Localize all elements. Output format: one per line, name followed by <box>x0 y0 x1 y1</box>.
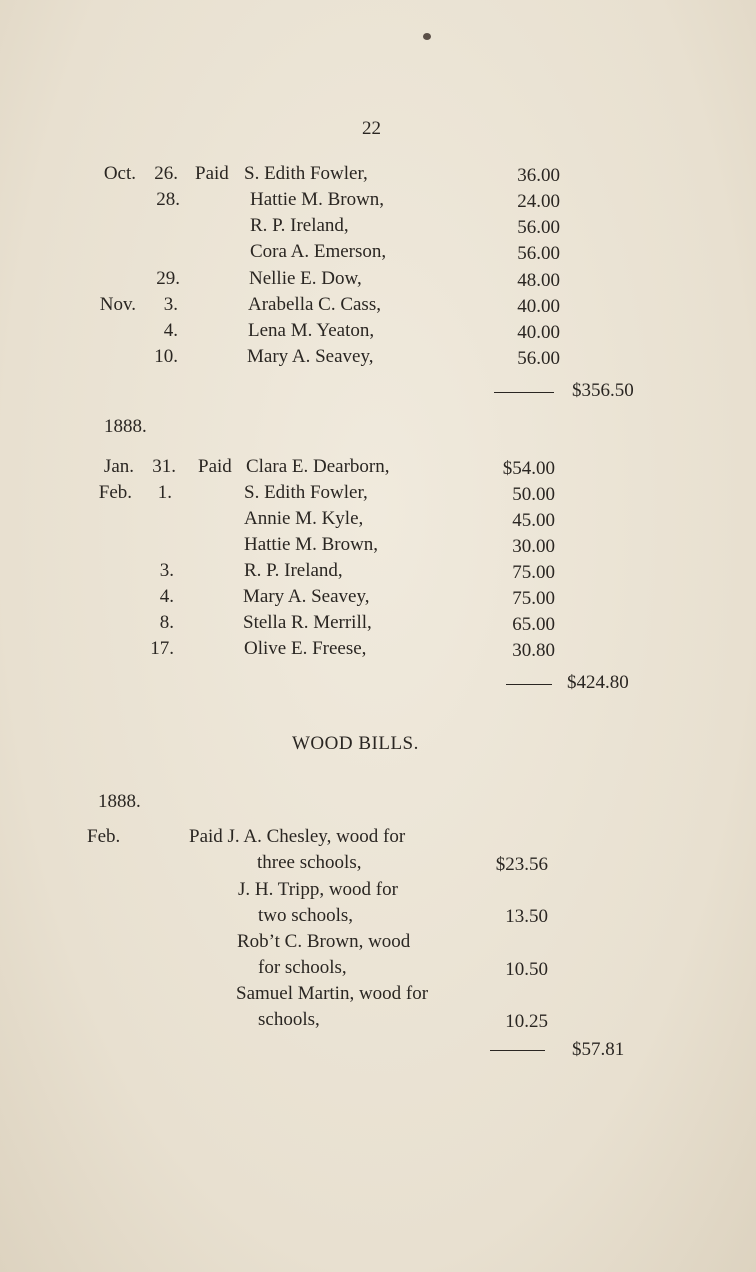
payment-amount: 75.00 <box>512 562 555 583</box>
payment-amount: 56.00 <box>517 348 560 369</box>
payment-amount: 50.00 <box>512 484 555 505</box>
day-label: 31. <box>152 456 176 477</box>
payment-amount: $23.56 <box>495 854 548 875</box>
payment-amount: 24.00 <box>517 191 560 212</box>
payment-amount: 40.00 <box>517 322 560 343</box>
day-label: 10. <box>154 346 178 367</box>
day-label: 4. <box>159 586 174 607</box>
day-label: 29. <box>156 268 180 289</box>
payee-name: Lena M. Yeaton, <box>248 320 375 341</box>
year-label: 1888. <box>104 416 147 437</box>
payment-amount: 36.00 <box>517 165 560 186</box>
section-total: $356.50 <box>572 380 634 401</box>
paid-label: Paid <box>198 456 232 477</box>
payee-name: Nellie E. Dow, <box>249 268 362 289</box>
payee-name: R. P. Ireland, <box>250 215 349 236</box>
payee-name: Cora A. Emerson, <box>250 241 387 262</box>
section-total: $57.81 <box>572 1039 625 1060</box>
payee-name: Mary A. Seavey, <box>247 346 374 367</box>
payee-name: S. Edith Fowler, <box>244 163 368 184</box>
payee-name: Mary A. Seavey, <box>243 586 370 607</box>
wood-entry-line: for schools, <box>258 957 347 978</box>
section-total: $424.80 <box>567 672 629 693</box>
payee-name: Olive E. Freese, <box>244 638 367 659</box>
payee-name: Clara E. Dearborn, <box>246 456 390 477</box>
payment-amount: 13.50 <box>505 906 548 927</box>
payee-name: Hattie M. Brown, <box>244 534 379 555</box>
day-label: 1. <box>157 482 172 503</box>
wood-entry-line: J. H. Tripp, wood for <box>238 879 398 900</box>
payee-name: Stella R. Merrill, <box>243 612 372 633</box>
month-label: Feb. <box>87 826 121 847</box>
payment-amount: 48.00 <box>517 270 560 291</box>
section-heading: WOOD BILLS. <box>292 733 419 754</box>
day-label: 3. <box>163 294 178 315</box>
payee-name: S. Edith Fowler, <box>244 482 368 503</box>
paid-label: Paid <box>195 163 229 184</box>
payment-amount: 65.00 <box>512 614 555 635</box>
month-label: Oct. <box>103 163 136 184</box>
ink-speck <box>423 33 431 40</box>
payment-amount: 10.50 <box>505 959 548 980</box>
total-rule <box>494 392 554 393</box>
day-label: 4. <box>163 320 178 341</box>
month-label: Jan. <box>103 456 134 477</box>
total-rule <box>490 1050 545 1051</box>
payment-amount: 30.80 <box>512 640 555 661</box>
year-label: 1888. <box>98 791 141 812</box>
page-number: 22 <box>362 118 381 139</box>
wood-entry-line: Paid J. A. Chesley, wood for <box>189 826 406 847</box>
wood-entry-line: Samuel Martin, wood for <box>236 983 429 1004</box>
month-label: Feb. <box>98 482 132 503</box>
wood-entry-line: three schools, <box>257 852 362 873</box>
wood-entry-line: Rob’t C. Brown, wood <box>237 931 411 952</box>
payment-amount: 56.00 <box>517 217 560 238</box>
payee-name: Arabella C. Cass, <box>248 294 381 315</box>
payment-amount: 10.25 <box>505 1011 548 1032</box>
total-rule <box>506 684 552 685</box>
wood-entry-line: two schools, <box>258 905 353 926</box>
day-label: 17. <box>150 638 174 659</box>
payment-amount: 30.00 <box>512 536 555 557</box>
day-label: 28. <box>156 189 180 210</box>
payee-name: Hattie M. Brown, <box>250 189 385 210</box>
payment-amount: 45.00 <box>512 510 555 531</box>
payment-amount: $54.00 <box>502 458 555 479</box>
month-label: Nov. <box>99 294 136 315</box>
payment-amount: 40.00 <box>517 296 560 317</box>
day-label: 26. <box>154 163 178 184</box>
payment-amount: 56.00 <box>517 243 560 264</box>
payee-name: Annie M. Kyle, <box>244 508 364 529</box>
payee-name: R. P. Ireland, <box>244 560 343 581</box>
payment-amount: 75.00 <box>512 588 555 609</box>
day-label: 8. <box>159 612 174 633</box>
day-label: 3. <box>159 560 174 581</box>
wood-entry-line: schools, <box>258 1009 320 1030</box>
